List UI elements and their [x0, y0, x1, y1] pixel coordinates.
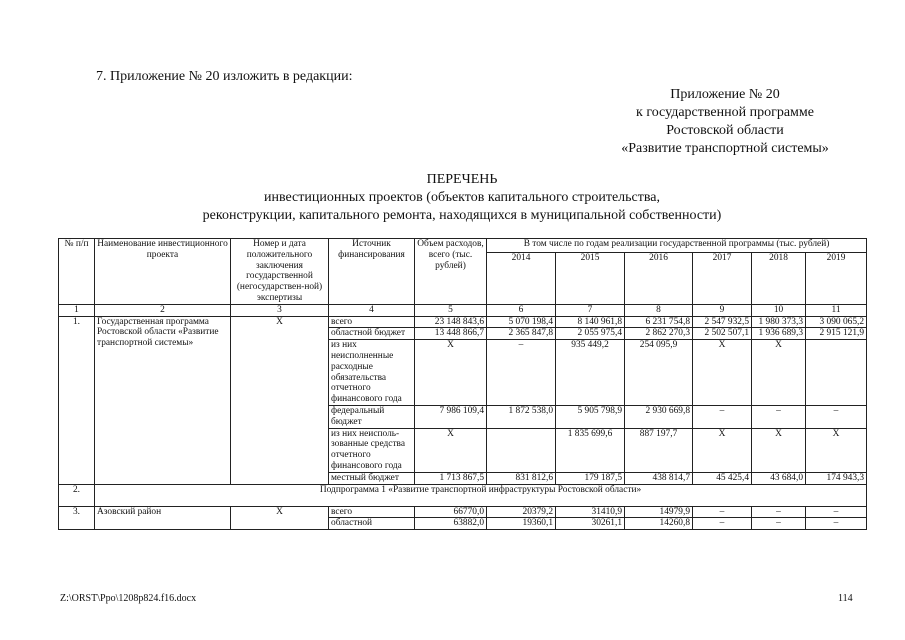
value-cell: 1 872 538,0 — [487, 405, 556, 428]
value-cell: 2 502 507,1 — [693, 328, 752, 340]
col-number: 4 — [329, 304, 415, 316]
value-cell: – — [693, 506, 752, 518]
col-number: 10 — [752, 304, 806, 316]
value-cell: 5 905 798,9 — [556, 405, 625, 428]
value-cell: 19360,1 — [487, 518, 556, 530]
intro-text: 7. Приложение № 20 изложить в редакции: — [96, 69, 353, 84]
col-number: 11 — [806, 304, 867, 316]
source-cell: из них неисполненные расходные обязательства отчетного финансового года — [329, 340, 415, 406]
value-cell: 2 055 975,4 — [556, 328, 625, 340]
header-num: № п/п — [59, 239, 95, 305]
value-cell: Х — [752, 340, 806, 406]
value-cell: 1 936 689,3 — [752, 328, 806, 340]
value-cell: 831 812,6 — [487, 472, 556, 484]
value-cell: 45 425,4 — [693, 472, 752, 484]
value-cell: 2 365 847,8 — [487, 328, 556, 340]
value-cell: 1 980 373,3 — [752, 316, 806, 328]
header-year: 2019 — [806, 252, 867, 304]
column-number-row — [59, 304, 867, 316]
value-cell: Х — [415, 340, 487, 406]
value-cell: 14260,8 — [625, 518, 693, 530]
value-cell: – — [752, 405, 806, 428]
value-cell: 438 814,7 — [625, 472, 693, 484]
value-cell: 20379,2 — [487, 506, 556, 518]
value-cell: 935 449,2 — [556, 340, 625, 406]
appendix-line1: Приложение № 20 — [670, 87, 780, 102]
value-cell: – — [806, 405, 867, 428]
footer-file-path: Z:\ORST\Ppo\1208p824.f16.docx — [60, 593, 197, 604]
row-num: 1. — [59, 316, 95, 484]
header-year: 2014 — [487, 252, 556, 304]
table-row — [59, 484, 867, 506]
appendix-header — [595, 86, 855, 158]
table-row — [59, 506, 867, 518]
header-year: 2015 — [556, 252, 625, 304]
value-cell: 1 713 867,5 — [415, 472, 487, 484]
row-mark: Х — [231, 506, 329, 530]
header-source: Источник финансирования — [329, 239, 415, 305]
value-cell — [487, 428, 556, 472]
value-cell: 13 448 866,7 — [415, 328, 487, 340]
value-cell: – — [806, 518, 867, 530]
value-cell: – — [693, 405, 752, 428]
value-cell: 23 148 843,6 — [415, 316, 487, 328]
title-sub2: реконструкции, капитального ремонта, находящихся в муниципальной собственности) — [202, 208, 722, 223]
header-volume: Объем расходов, всего (тыс. рублей) — [415, 239, 487, 305]
header-year: 2018 — [752, 252, 806, 304]
source-cell: из них неисполь-зованные средства отчетного финансового года — [329, 428, 415, 472]
header-year: 2017 — [693, 252, 752, 304]
value-cell: – — [487, 340, 556, 406]
source-cell: федеральный бюджет — [329, 405, 415, 428]
value-cell: Х — [693, 428, 752, 472]
row-name: Государственная программа Ростовской области «Развитие транспортной системы» — [95, 316, 231, 484]
value-cell: 2 930 669,8 — [625, 405, 693, 428]
col-number: 9 — [693, 304, 752, 316]
header-years-group: В том числе по годам реализации государственной программы (тыс. рублей) — [487, 239, 867, 253]
appendix-line3: Ростовской области — [666, 123, 784, 138]
value-cell: Х — [752, 428, 806, 472]
value-cell: 14979,9 — [625, 506, 693, 518]
source-cell: всего — [329, 316, 415, 328]
value-cell: 30261,1 — [556, 518, 625, 530]
value-cell: – — [693, 518, 752, 530]
col-number: 5 — [415, 304, 487, 316]
row-num: 2. — [59, 484, 95, 506]
col-number: 8 — [625, 304, 693, 316]
row-mark: Х — [231, 316, 329, 484]
row-num: 3. — [59, 506, 95, 530]
col-number: 3 — [231, 304, 329, 316]
appendix-line4: «Развитие транспортной системы» — [621, 141, 829, 156]
appendix-line2: к государственной программе — [636, 105, 814, 120]
value-cell — [806, 340, 867, 406]
col-number: 7 — [556, 304, 625, 316]
source-cell: областной — [329, 518, 415, 530]
value-cell: 887 197,7 — [625, 428, 693, 472]
value-cell: 43 684,0 — [752, 472, 806, 484]
value-cell: – — [806, 506, 867, 518]
document-title — [58, 171, 866, 225]
footer-page-number: 114 — [838, 593, 853, 604]
value-cell: 174 943,3 — [806, 472, 867, 484]
title-sub1: инвестиционных проектов (объектов капитального строительства, — [263, 190, 661, 205]
col-number: 6 — [487, 304, 556, 316]
col-number: 1 — [59, 304, 95, 316]
value-cell: 7 986 109,4 — [415, 405, 487, 428]
value-cell: 2 862 270,3 — [625, 328, 693, 340]
col-number: 2 — [95, 304, 231, 316]
value-cell: – — [752, 506, 806, 518]
value-cell: 3 090 065,2 — [806, 316, 867, 328]
value-cell: 179 187,5 — [556, 472, 625, 484]
value-cell: 66770,0 — [415, 506, 487, 518]
value-cell: 6 231 754,8 — [625, 316, 693, 328]
value-cell: Х — [806, 428, 867, 472]
title-main: ПЕРЕЧЕНЬ — [426, 172, 498, 187]
value-cell: 1 835 699,6 — [556, 428, 625, 472]
header-year: 2016 — [625, 252, 693, 304]
value-cell: 63882,0 — [415, 518, 487, 530]
source-cell: всего — [329, 506, 415, 518]
source-cell: местный бюджет — [329, 472, 415, 484]
table-row — [59, 316, 867, 328]
value-cell: 2 915 121,9 — [806, 328, 867, 340]
row-name: Азовский район — [95, 506, 231, 530]
value-cell: 5 070 198,4 — [487, 316, 556, 328]
table-header-row — [59, 239, 867, 253]
investment-projects-table — [58, 238, 867, 530]
value-cell: Х — [415, 428, 487, 472]
subprogram-title: Подпрограмма 1 «Развитие транспортной инфраструктуры Ростовской области» — [95, 484, 867, 506]
value-cell: 254 095,9 — [625, 340, 693, 406]
value-cell: Х — [693, 340, 752, 406]
value-cell: 2 547 932,5 — [693, 316, 752, 328]
value-cell: 8 140 961,8 — [556, 316, 625, 328]
value-cell: 31410,9 — [556, 506, 625, 518]
header-number-date: Номер и дата положительного заключения государственной (негосударствен-ной) экспертизы — [231, 239, 329, 305]
source-cell: областной бюджет — [329, 328, 415, 340]
value-cell: – — [752, 518, 806, 530]
header-name: Наименование инвестиционного проекта — [95, 239, 231, 305]
